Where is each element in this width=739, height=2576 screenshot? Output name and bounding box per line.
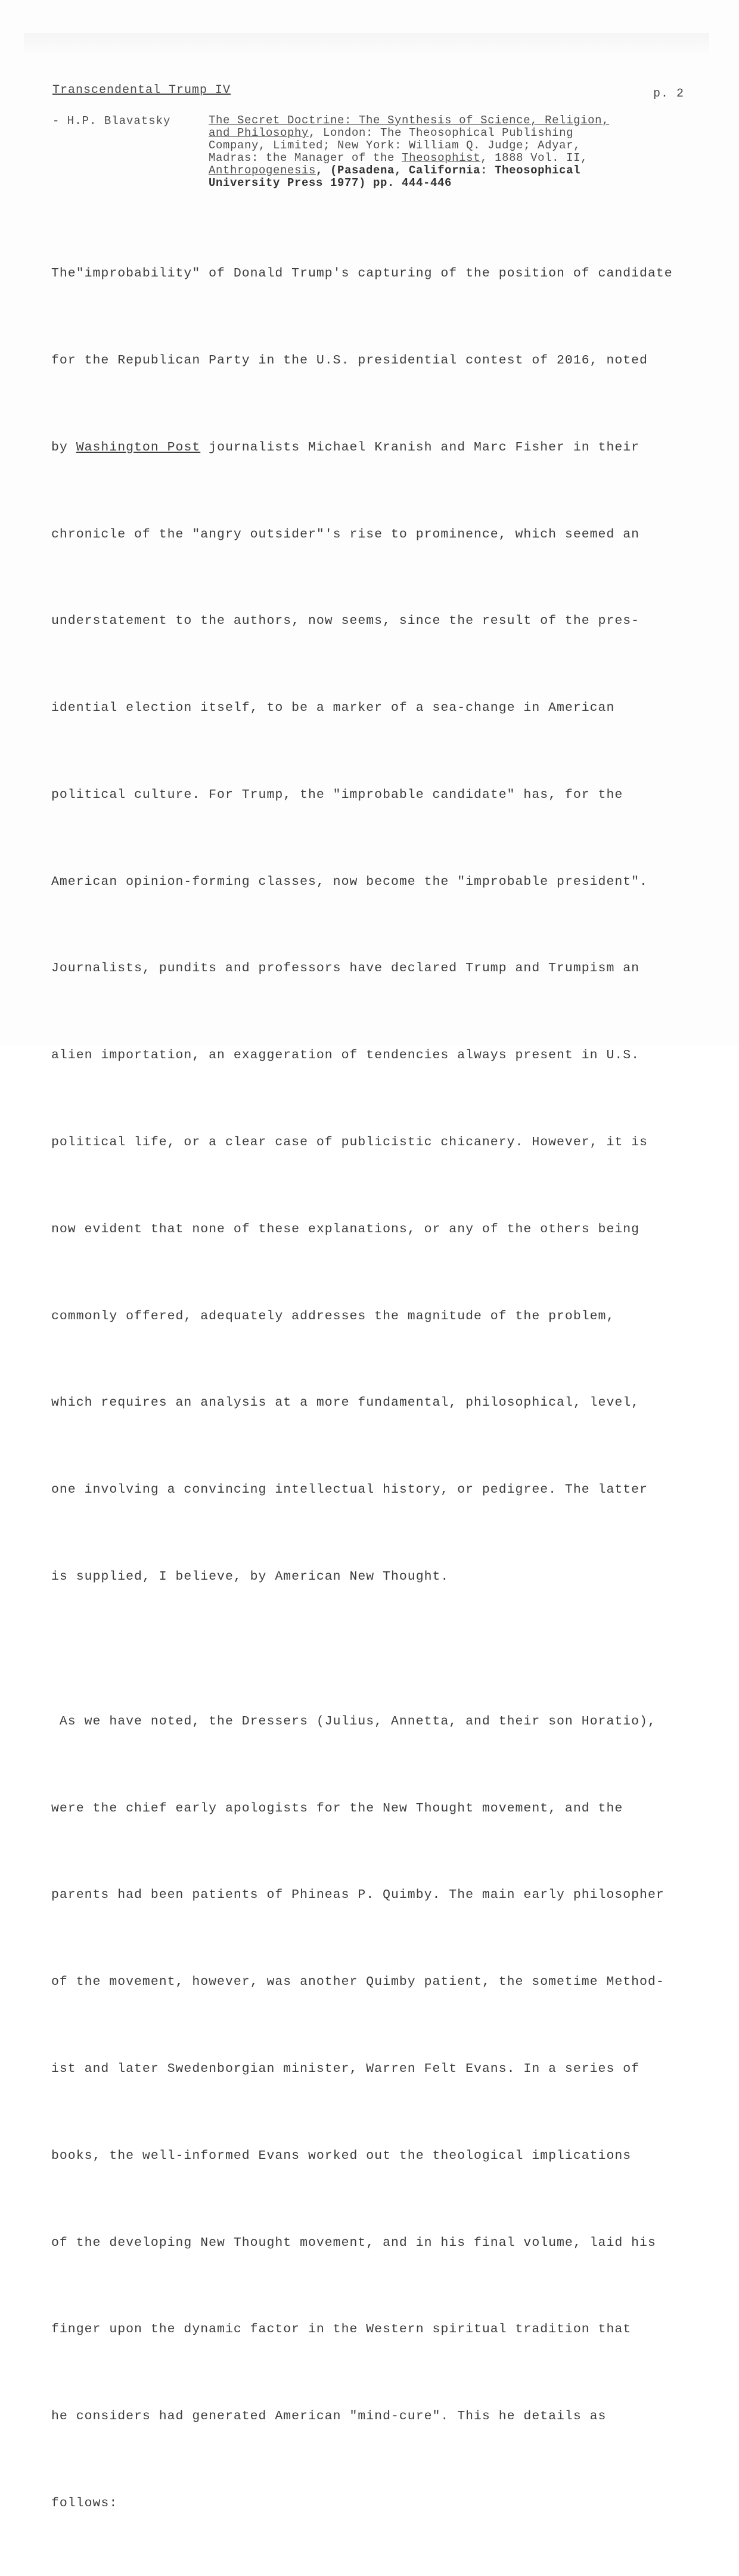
text-line (51, 433, 695, 462)
document-title: Transcendental Trump IV (52, 83, 231, 97)
text-line: understatement to the authors, now seems, since the result of the pres- (51, 614, 640, 629)
paragraph-2 (51, 1649, 695, 2576)
text-line: chronicle of the "angry outsider"'s rise to prominence, which seemed an (51, 527, 640, 542)
citation-edition: , (Pasadena, California: Theosophical (316, 164, 581, 177)
text-line: which requires an analysis at a more fundamental, philosophical, level, (51, 1396, 640, 1410)
citation-reference (209, 114, 694, 189)
text-line: As we have noted, the Dressers (Julius, Annetta, and their son Horatio), (51, 1714, 656, 1729)
citation-volume: , 1888 Vol. II, (480, 151, 588, 164)
text-line: political life, or a clear case of publicistic chicanery. However, it is (51, 1135, 648, 1149)
citation-book-title-cont: and Philosophy (209, 126, 309, 139)
citation-volume-title: Anthropogenesis (209, 164, 316, 177)
text-line: Journalists, pundits and professors have declared Trump and Trumpism an (51, 961, 640, 976)
scan-artifact (24, 33, 709, 57)
text-line: he considers had generated American "mind-cure". This he details as (51, 2409, 607, 2424)
text-line: ist and later Swedenborgian minister, Warren Felt Evans. In a series of (51, 2062, 640, 2076)
text-line: is supplied, I believe, by American New Thought. (51, 1569, 449, 1584)
citation-line4: Madras: the Manager of the (209, 151, 402, 164)
citation-pages: University Press 1977) pp. 444-446 (209, 176, 452, 189)
text-line: follows: (51, 2496, 118, 2510)
text-line: idential election itself, to be a marker of a sea-change in American (51, 701, 615, 716)
citation-periodical: Theosophist (402, 151, 481, 164)
text-fragment: by (51, 440, 76, 455)
citation-publisher: , London: The Theosophical Publishing (309, 126, 574, 139)
text-line: finger upon the dynamic factor in the Western spiritual tradition that (51, 2322, 632, 2337)
newspaper-name: Washington Post (76, 440, 201, 455)
text-line: political culture. For Trump, the "improbable candidate" has, for the (51, 787, 623, 802)
text-line: for the Republican Party in the U.S. presidential contest of 2016, noted (51, 353, 648, 368)
text-line: alien importation, an exaggeration of tendencies always present in U.S. (51, 1048, 640, 1063)
text-fragment: journalists Michael Kranish and Marc Fisher in their (200, 440, 640, 455)
text-line: of the movement, however, was another Quimby patient, the sometime Method- (51, 1975, 665, 1990)
page-number: p. 2 (653, 87, 684, 101)
text-line: parents had been patients of Phineas P. Quimby. The main early philosopher (51, 1888, 665, 1903)
page-header (52, 83, 684, 104)
citation-book-title: The Secret Doctrine: The Synthesis of Science, Religion, (209, 114, 610, 127)
text-line: were the chief early apologists for the New Thought movement, and the (51, 1801, 623, 1816)
text-line: one involving a convincing intellectual history, or pedigree. The latter (51, 1483, 648, 1497)
text-line: now evident that none of these explanations, or any of the others being (51, 1222, 640, 1236)
text-line: of the developing New Thought movement, and in his final volume, laid his (51, 2235, 656, 2250)
paragraph-1 (51, 201, 695, 1649)
citation-author: - H.P. Blavatsky (52, 114, 171, 128)
text-line: The"improbability" of Donald Trump's capturing of the position of candidate (51, 266, 673, 281)
body-text (51, 201, 695, 2576)
citation-publisher-cont: Company, Limited; New York: William Q. Judge; Adyar, (209, 139, 581, 152)
text-line: books, the well-informed Evans worked out the theological implications (51, 2148, 632, 2163)
text-line: commonly offered, adequately addresses the magnitude of the problem, (51, 1309, 615, 1323)
text-line: American opinion-forming classes, now become the "improbable president". (51, 874, 648, 889)
